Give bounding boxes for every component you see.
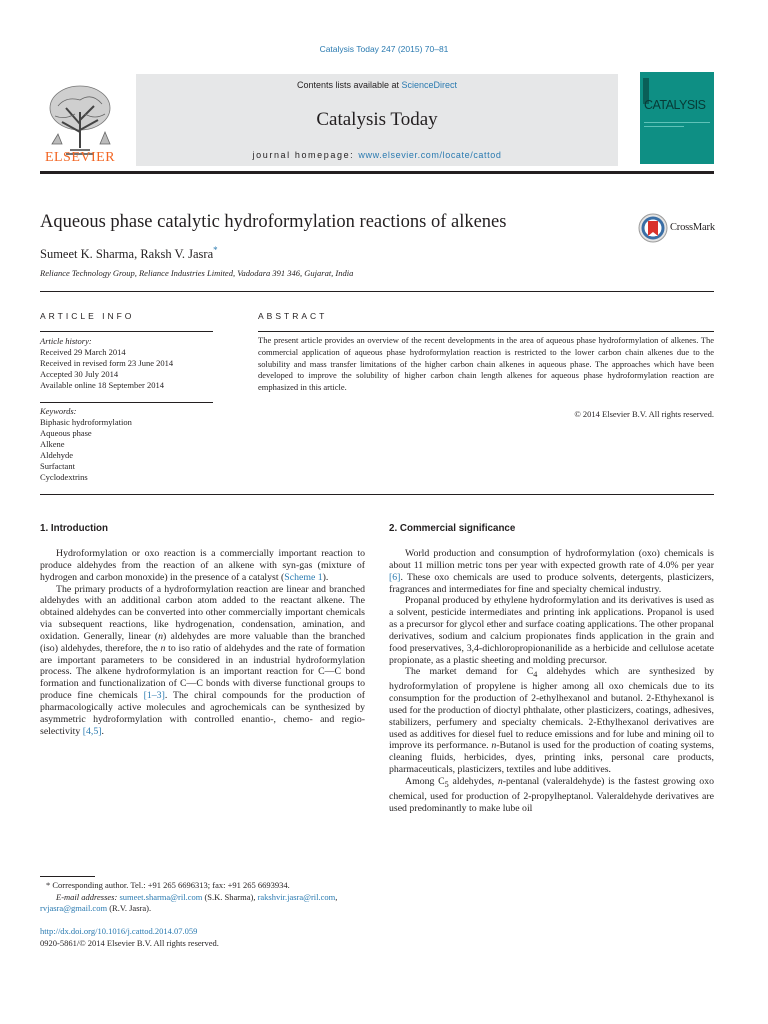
sciencedirect-link[interactable]: ScienceDirect: [401, 80, 458, 90]
subscript: 5: [444, 779, 449, 789]
reference-link[interactable]: [6]: [389, 571, 401, 583]
keyword-item: Aqueous phase: [40, 428, 92, 438]
text-run: (R.V. Jasra).: [107, 903, 152, 913]
article-info-heading: ARTICLE INFO: [40, 311, 135, 321]
homepage-link[interactable]: www.elsevier.com/locate/cattod: [358, 150, 502, 160]
article-info-rule: [40, 331, 213, 332]
corresponding-author-note: * Corresponding author. Tel.: +91 265 6696313; fax: +91 265 6693934.: [46, 880, 290, 890]
cover-graphic: [640, 72, 714, 164]
text-run: -pentanal (valeraldehyde) is the fastest growing oxo chemical, used for production of 2-propylheptanol. Valeraldehyde derivatives are used predominantly to make lube oil: [389, 775, 714, 814]
article-title: Aqueous phase catalytic hydroformylation reactions of alkenes: [40, 212, 507, 232]
author-list: [40, 245, 218, 262]
homepage-prefix: journal homepage:: [252, 150, 359, 160]
paragraph: Propanal produced by ethylene hydroformylation and its derivatives is used as a solvent, pesticide intermediates and printing ink applications. Propanol is used as a precursor for glycol ether and surface coating applications. The other propanal derivatives, sodium and calcium propionates finds application in the grain and food preservatives, 3,4-dichloropropionanilide as a herbicide and cellulose acetate propionate, as a plastic sheeting and molding precursor.: [389, 595, 714, 666]
journal-cover-thumbnail: [640, 72, 714, 164]
reference-link[interactable]: [1–3]: [143, 690, 165, 702]
keyword-item: Surfactant: [40, 461, 75, 471]
crossmark-icon[interactable]: [638, 213, 668, 243]
abstract-copyright: © 2014 Elsevier B.V. All rights reserved.: [574, 409, 714, 419]
email-label: E-mail addresses:: [56, 891, 118, 902]
history-item: Received in revised form 23 June 2014: [40, 358, 174, 368]
keywords-label: Keywords:: [40, 406, 77, 416]
affiliation: Reliance Technology Group, Reliance Industries Limited, Vadodara 391 346, Gujarat, India: [40, 268, 354, 278]
paragraph: [389, 776, 714, 814]
section-heading-introduction: 1. Introduction: [40, 523, 109, 534]
text-run: -Butanol is used for the production of coating systems, cleaning fluids, herbicides, dyes, printing inks, personal care products, pharmaceuticals, plasticizers, textiles and lube additives.: [389, 740, 715, 776]
section-heading-commercial-significance: 2. Commercial significance: [389, 523, 516, 534]
keyword-item: Alkene: [40, 439, 65, 449]
email-link[interactable]: rakshvir.jasra@ril.com: [257, 891, 336, 902]
text-run: (S.K. Sharma),: [202, 891, 258, 902]
doi-link[interactable]: http://dx.doi.org/10.1016/j.cattod.2014.07.059: [40, 926, 198, 936]
issn-copyright: 0920-5861/© 2014 Elsevier B.V. All rights reserved.: [40, 937, 219, 948]
text-run: .: [101, 725, 104, 737]
abstract-rule: [258, 331, 714, 332]
history-item: Available online 18 September 2014: [40, 380, 165, 390]
cover-title-text: CATALYSIS: [644, 98, 706, 112]
keyword-item: Aldehyde: [40, 450, 74, 460]
keyword-item: Biphasic hydroformylation: [40, 417, 132, 427]
text-run: World production and consumption of hydroformylation (oxo) chemicals is about 11 million metric tons per year with expected growth rate of 4.0% per year: [389, 548, 714, 571]
contents-line: [136, 80, 618, 90]
text-run: The market demand for C: [405, 666, 534, 678]
journal-title: Catalysis Today: [316, 109, 438, 130]
italic-n: n: [160, 642, 166, 654]
subscript: 4: [533, 670, 538, 680]
text-run: Hydroformylation or oxo reaction is a commercially important reaction to produce aldehydes from the reaction of an alkene with syn-gas (mixture of hydrogen and carbon monoxide) in the presence of a catalyst (: [40, 548, 365, 583]
title-divider: [40, 291, 714, 292]
contents-prefix: Contents lists available at: [296, 80, 402, 90]
text-run: . These oxo chemicals are used to produce solvents, detergents, plasticizers, fragrances and intermediates for fine and specialty chemical industry.: [389, 571, 714, 595]
text-run: Among C: [405, 775, 445, 787]
keyword-item: Cyclodextrins: [40, 472, 88, 482]
footnote-rule: [40, 876, 95, 877]
crossmark-label[interactable]: CrossMark: [670, 222, 715, 233]
abstract-text: The present article provides an overview of the recent developments in the area of aqueous phase hydroformylation of alkenes. The commercial application of aqueous phase hydroformylation reaction is restricted to the lower carbon chain alkenes due to the solubility and mass transfer limitations of the higher carbon chain alkenes in aqueous phase. The approaches which have been developed to improve the solubility of higher carbon chain length alkenes for aqueous phase hydroformylation reaction are emphasized in this article.: [258, 335, 714, 393]
italic-n: n: [497, 775, 503, 787]
footnotes: [40, 880, 370, 915]
abstract-divider: [40, 494, 714, 495]
history-item: Received 29 March 2014: [40, 347, 126, 357]
paragraph: [389, 666, 714, 776]
text-run: ) aldehydes are more valuable than the branched (iso) aldehydes, therefore, the: [40, 630, 365, 654]
abstract-heading: ABSTRACT: [258, 311, 328, 321]
text-run: aldehydes which are synthesized by hydroformylation of propylene is higher among all oxo chemicals due to its consumption for the production of 2-ethylhexanol and butanol. 2-Ethyhexanol is used for the production of dioctyl phthalate, other plasticizers, coatings, adhesives, stabilizers, perfumery and specialty chemicals. 2-Ethylhexanol derivatives are used as additives for diesel fuel to reduce emissions and for lube and mining oil to improve its performance.: [389, 666, 714, 752]
email-link[interactable]: sumeet.sharma@ril.com: [119, 891, 203, 902]
doi-block: [40, 926, 370, 949]
italic-n: n: [491, 740, 497, 752]
right-column: [389, 548, 714, 814]
authors-text: Sumeet K. Sharma, Raksh V. Jasra: [40, 247, 214, 262]
left-column: [40, 548, 365, 738]
reference-link[interactable]: [4,5]: [82, 725, 102, 737]
keywords-rule: [40, 402, 213, 403]
comma: ,: [335, 891, 338, 902]
publisher-wordmark: ELSEVIER: [44, 150, 116, 165]
italic-n: n: [158, 630, 164, 642]
article-history: [40, 336, 215, 391]
text-run: The primary products of a hydroformylation reaction are linear and branched aldehydes with an additional carbon atom added to the reactant alkene. The obtained aldehydes can be converted into other commercially important chemicals via subsequent reactions, like hydrogenation, condensation, amination, and oxidation. Generally, linear (: [40, 583, 365, 642]
keywords: [40, 406, 215, 483]
email-addresses: [40, 892, 370, 915]
paragraph: [40, 584, 365, 738]
paragraph: [40, 548, 365, 584]
text-run: to iso ratio of aldehydes and the rate of formation are important parameters to be considered in an industrial hydroformylation process. The alkene hydroformylation is an important reaction for C—C bond formation and functionalization of C—C bonds with diverse functional groups to produce fine chemicals: [40, 642, 365, 702]
text-run: . The chiral compounds for the production of pharmacologically active molecules and agrochemicals can be synthesized by asymmetric hydroformylation with controlled enantio-, chemo- and regio-selectivity: [40, 690, 365, 737]
corresponding-author-mark[interactable]: *: [213, 245, 218, 255]
journal-homepage: [136, 150, 618, 160]
paragraph: [389, 548, 714, 595]
journal-citation[interactable]: Catalysis Today 247 (2015) 70–81: [319, 44, 449, 54]
text-run: aldehydes,: [448, 775, 498, 787]
text-run: ).: [322, 571, 329, 583]
history-label: Article history:: [40, 336, 92, 346]
history-item: Accepted 30 July 2014: [40, 369, 119, 379]
scheme-link[interactable]: Scheme 1: [284, 571, 323, 583]
header-divider: [40, 171, 714, 174]
email-link[interactable]: rvjasra@gmail.com: [40, 903, 108, 913]
